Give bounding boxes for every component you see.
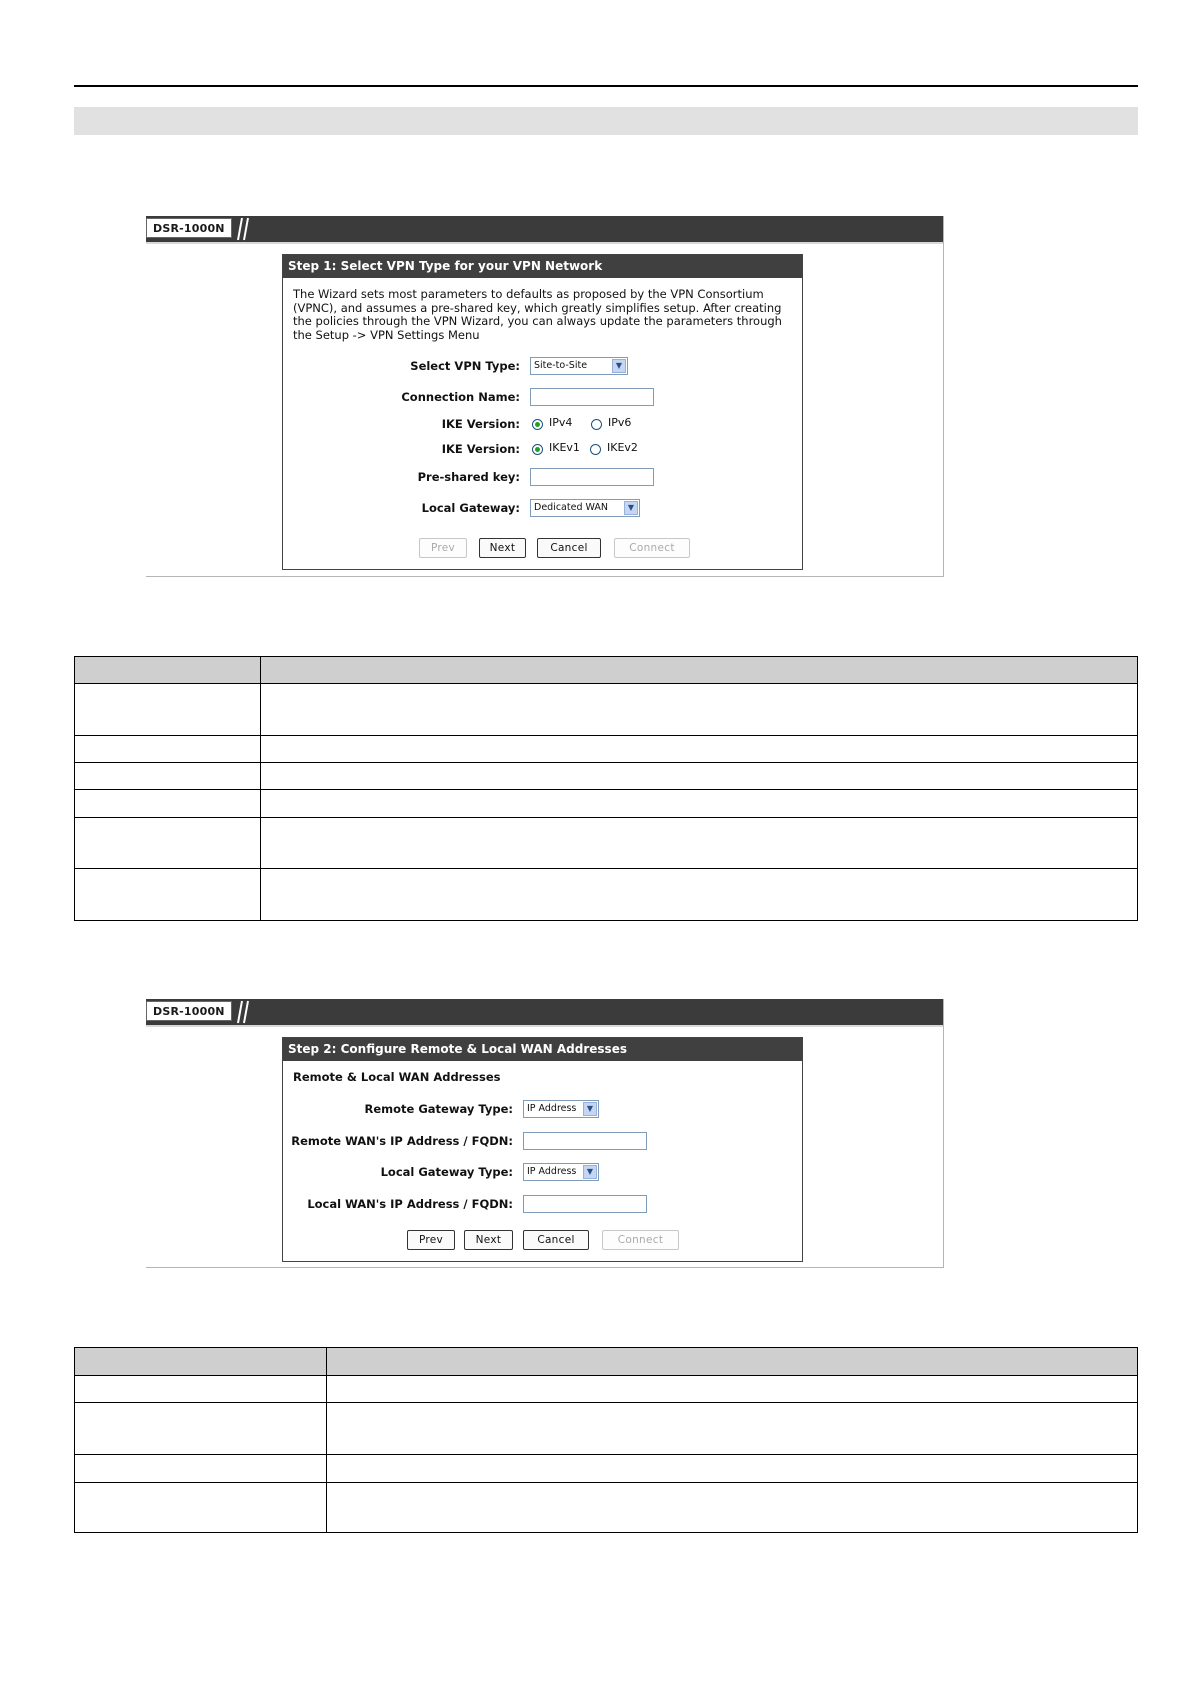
page-top-rule [74, 85, 1138, 87]
product-name: DSR-1000N [153, 222, 225, 235]
vpn-type-label: Select VPN Type: [410, 359, 520, 373]
ipv6-label: IPv6 [608, 416, 632, 429]
next-button[interactable]: Next [479, 538, 526, 558]
header-underline [146, 1025, 943, 1027]
cancel-button[interactable]: Cancel [523, 1230, 589, 1250]
prev-button[interactable]: Prev [419, 538, 467, 558]
remote-gateway-type-select[interactable] [523, 1100, 599, 1118]
step1-description-table [74, 656, 1138, 921]
step2-panel [282, 1037, 803, 1262]
table-row [75, 735, 1137, 762]
ikev1-label: IKEv1 [549, 441, 580, 454]
product-logo [146, 1001, 232, 1021]
table-cell [75, 869, 261, 920]
remote-gateway-type-value: IP Address [527, 1103, 577, 1114]
table-cell [75, 1403, 327, 1454]
table-header-row [75, 657, 1137, 683]
table-header-cell [75, 1348, 327, 1375]
remote-gateway-type-label: Remote Gateway Type: [364, 1102, 513, 1116]
table-cell [75, 736, 261, 762]
table-cell [75, 763, 261, 789]
step2-title: Step 2: Configure Remote & Local WAN Addresses [283, 1038, 802, 1061]
prev-button[interactable]: Prev [407, 1230, 455, 1250]
section-heading-bar [74, 107, 1138, 135]
table-row [75, 1402, 1137, 1454]
local-gateway-label: Local Gateway: [421, 501, 520, 515]
vpn-type-value: Site-to-Site [534, 360, 588, 371]
step1-panel [282, 254, 803, 570]
next-button[interactable]: Next [464, 1230, 513, 1250]
vpn-wizard-step1-screenshot [146, 216, 944, 577]
header-slashes-icon [232, 216, 252, 242]
ikev2-label: IKEv2 [607, 441, 638, 454]
step2-description-table [74, 1347, 1138, 1533]
ipv6-radio[interactable] [591, 419, 602, 430]
product-name: DSR-1000N [153, 1005, 225, 1018]
table-row [75, 1375, 1137, 1402]
table-cell [75, 818, 261, 868]
table-row [75, 1482, 1137, 1532]
table-cell [75, 1376, 327, 1402]
table-row [75, 789, 1137, 817]
psk-label: Pre-shared key: [417, 470, 520, 484]
table-row [75, 1454, 1137, 1482]
local-gateway-select[interactable] [530, 499, 640, 517]
table-cell [75, 684, 261, 735]
local-wan-address-input[interactable] [523, 1195, 647, 1213]
chevron-down-icon: ▼ [583, 1102, 597, 1116]
connect-button[interactable]: Connect [602, 1230, 679, 1250]
ip-version-label: IKE Version: [441, 417, 520, 431]
connect-button[interactable]: Connect [614, 538, 690, 558]
connection-name-label: Connection Name: [401, 390, 520, 404]
step2-subtitle: Remote & Local WAN Addresses [293, 1070, 501, 1084]
table-header-row [75, 1348, 1137, 1375]
remote-wan-address-input[interactable] [523, 1132, 647, 1150]
ikev1-radio[interactable] [532, 444, 543, 455]
psk-input[interactable] [530, 468, 654, 486]
local-gateway-value: Dedicated WAN [534, 502, 608, 513]
chevron-down-icon: ▼ [624, 501, 638, 515]
step1-intro-text: The Wizard sets most parameters to defaults as proposed by the VPN Consortium (VPNC), and assumes a pre-shared key, which greatly simplifies setup. After creating the policies through the VPN Wizard, you can always update the parameters through the Setup -> VPN Settings Menu [293, 287, 782, 342]
table-row [75, 817, 1137, 868]
table-header-cell [75, 657, 261, 683]
chevron-down-icon: ▼ [583, 1165, 597, 1179]
ipv4-radio[interactable] [532, 419, 543, 430]
header-underline [146, 242, 943, 244]
cancel-button[interactable]: Cancel [537, 538, 601, 558]
product-header-bar [146, 216, 943, 242]
table-cell [75, 790, 261, 817]
vpn-wizard-step2-screenshot [146, 999, 944, 1268]
connection-name-input[interactable] [530, 388, 654, 406]
remote-wan-address-label: Remote WAN's IP Address / FQDN: [291, 1134, 513, 1148]
ipv4-label: IPv4 [549, 416, 573, 429]
chevron-down-icon: ▼ [612, 359, 626, 373]
table-row [75, 762, 1137, 789]
step1-title: Step 1: Select VPN Type for your VPN Network [283, 255, 802, 278]
local-gateway-type-label: Local Gateway Type: [380, 1165, 513, 1179]
product-header-bar [146, 999, 943, 1025]
ikev2-radio[interactable] [590, 444, 601, 455]
table-cell [75, 1483, 327, 1532]
product-logo [146, 218, 232, 238]
table-row [75, 683, 1137, 735]
header-slashes-icon [232, 999, 252, 1025]
local-wan-address-label: Local WAN's IP Address / FQDN: [307, 1197, 513, 1211]
table-row [75, 868, 1137, 920]
ike-version-label: IKE Version: [441, 442, 520, 456]
local-gateway-type-value: IP Address [527, 1166, 577, 1177]
local-gateway-type-select[interactable] [523, 1163, 599, 1181]
table-cell [75, 1455, 327, 1482]
vpn-type-select[interactable] [530, 357, 628, 375]
